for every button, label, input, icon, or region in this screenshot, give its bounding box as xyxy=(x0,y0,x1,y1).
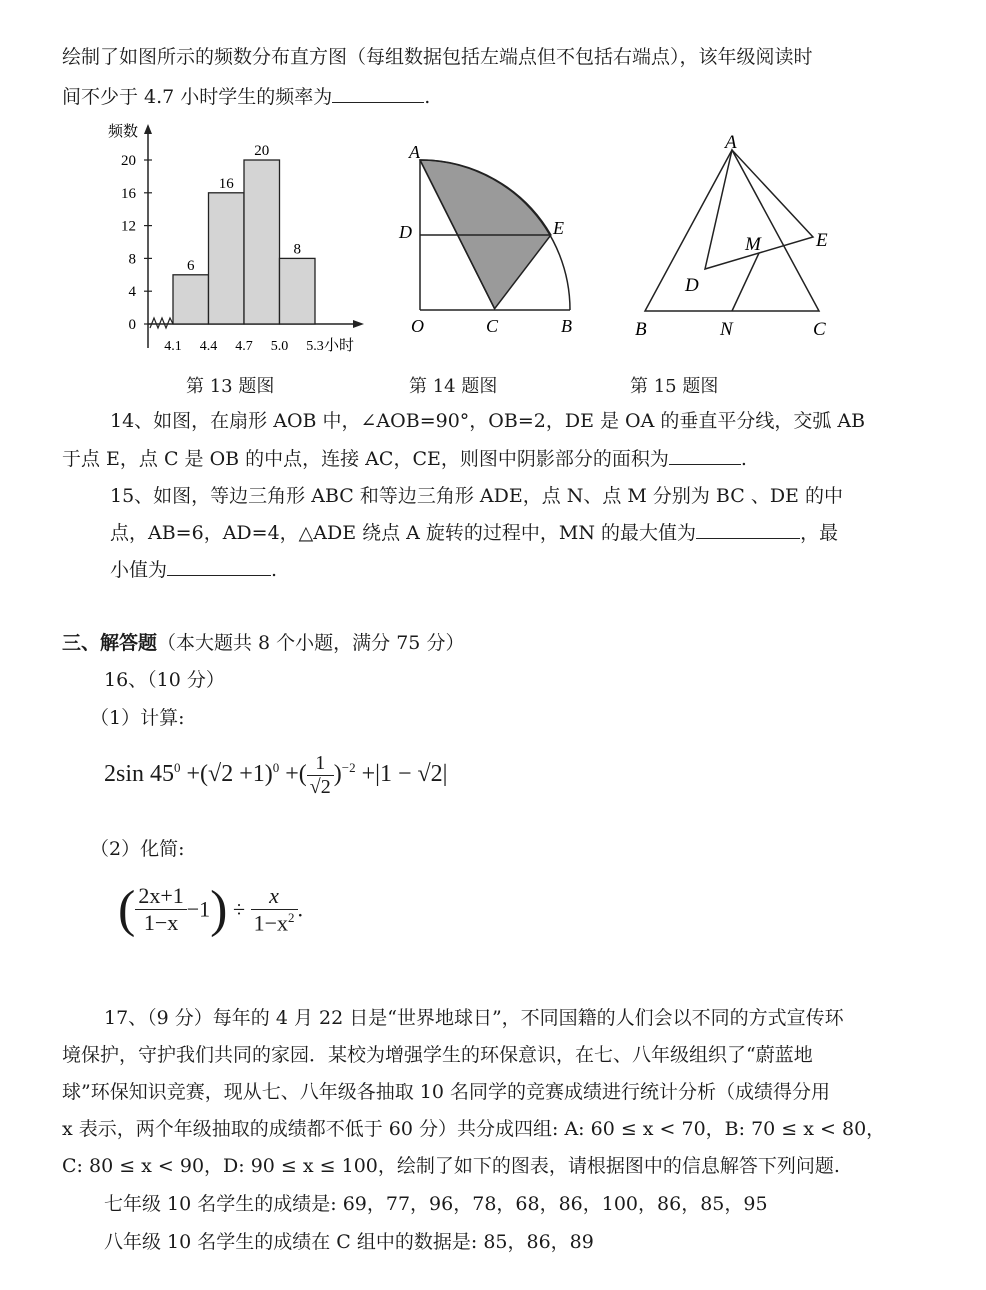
q17-line-6: 七年级 10 名学生的成绩是: 69，77，96，78，68，86，100，86，85，95 xyxy=(104,1193,768,1215)
q14-line-2-end: . xyxy=(740,448,747,470)
formula-2-fraction-1-num: 2x+1 xyxy=(135,883,186,910)
section-3-note: （本大题共 8 个小题，满分 75 分） xyxy=(157,632,465,654)
formula-1-term-a: 2sin 45 xyxy=(104,761,175,788)
label-e: E xyxy=(816,230,828,251)
bar-value-label: 20 xyxy=(254,143,270,159)
formula-2-rparen: ) xyxy=(210,881,228,938)
histogram-figure-13 xyxy=(100,118,375,358)
intro-line-1: 绘制了如图所示的频数分布直方图（每组数据包括左端点但不包括右端点），该年级阅读时 xyxy=(62,46,813,68)
y-tick-label: 20 xyxy=(121,153,136,169)
formula-2-fraction-2-den xyxy=(251,910,298,936)
y-tick-label: 12 xyxy=(121,218,136,235)
formula-1-term-b-sup: 0 xyxy=(272,760,280,776)
formula-2-lparen: ( xyxy=(118,881,136,938)
formula-1-term-c-open: +( xyxy=(285,761,307,788)
label-n: N xyxy=(720,319,733,340)
formula-2-fraction-1 xyxy=(135,883,186,936)
q16-part-1-label: （1）计算: xyxy=(90,707,185,729)
y-tick-label: 16 xyxy=(121,185,136,202)
bar xyxy=(209,193,245,324)
formula-1-fraction-num: 1 xyxy=(307,752,334,776)
label-d: D xyxy=(685,275,699,296)
q15-line-2 xyxy=(110,520,838,546)
q15-line-3-text: 小值为 xyxy=(110,559,168,581)
q15-line-2-text: 点，AB=6，AD=4，△ADE 绕点 A 旋转的过程中，MN 的最大值为 xyxy=(110,522,697,544)
q16-header: 16、（10 分） xyxy=(104,669,225,691)
bar-value-label: 8 xyxy=(293,241,301,258)
formula-2-divide: ÷ xyxy=(233,896,246,922)
formula-1-term-c-close: ) xyxy=(333,761,342,788)
section-3-heading xyxy=(62,630,464,656)
bar-value-label: 16 xyxy=(218,175,234,192)
label-o: O xyxy=(411,316,424,336)
caption-14: 第 14 题图 xyxy=(409,376,498,397)
q17-line-2: 境保护，守护我们共同的家园．某校为增强学生的环保意识，在七、八年级组织了“蔚蓝地 xyxy=(62,1044,813,1066)
intro-line-2-end: . xyxy=(424,86,431,108)
label-m: M xyxy=(745,234,761,255)
q17-line-1: 17、（9 分）每年的 4 月 22 日是“世界地球日”，不同国籍的人们会以不同的方式宣传环 xyxy=(104,1007,844,1029)
q15-line-2-end: ，最 xyxy=(800,522,839,544)
q14-line-2-text: 于点 E，点 C 是 OB 的中点，连接 AC，CE，则图中阴影部分的面积为 xyxy=(62,448,669,470)
formula-1-term-a-sup: 0 xyxy=(174,760,181,776)
caption-13: 第 13 题图 xyxy=(186,376,275,397)
q17-line-3: 球”环保知识竞赛，现从七、八年级各抽取 10 名同学的竞赛成绩进行统计分析（成绩得分用 xyxy=(62,1081,830,1103)
label-e: E xyxy=(553,218,564,238)
label-a: A xyxy=(409,142,420,162)
q14-line-2 xyxy=(62,446,747,472)
label-b: B xyxy=(561,316,572,336)
y-tick-label: 0 xyxy=(128,317,136,333)
x-tick-label: 4.7 xyxy=(235,339,253,354)
label-a: A xyxy=(725,132,737,153)
bar xyxy=(244,160,280,324)
segment-mn xyxy=(732,253,759,311)
bars xyxy=(173,143,315,324)
bar-value-label: 6 xyxy=(187,257,195,274)
x-tick-label: 4.4 xyxy=(199,339,218,354)
formula-1-term-c-sup: −2 xyxy=(341,760,356,776)
formula-2 xyxy=(118,880,303,939)
answer-blank-15-min[interactable] xyxy=(167,557,271,576)
formula-2-fraction-2-den-sup: 2 xyxy=(288,909,295,925)
q17-line-4: x 表示，两个年级抽取的成绩都不低于 60 分）共分成四组: A: 60 ≤ x < 70，B: 70 ≤ x < 80， xyxy=(62,1118,886,1140)
q16-part-2-label: （2）化简: xyxy=(90,838,185,860)
intro-line-2-text: 间不少于 4.7 小时学生的频率为 xyxy=(62,86,333,108)
x-tick-label: 5.3 xyxy=(306,339,324,354)
x-axis-unit: 小时 xyxy=(324,338,355,354)
answer-blank-15-max[interactable] xyxy=(696,520,800,539)
sector-figure-14 xyxy=(395,130,585,340)
formula-1-fraction xyxy=(307,752,334,799)
x-ticks xyxy=(164,339,324,354)
q17-line-5: C: 80 ≤ x < 90，D: 90 ≤ x ≤ 100，绘制了如下的图表，请根据图中的信息解答下列问题. xyxy=(62,1155,840,1177)
q14-line-1: 14、如图，在扇形 AOB 中，∠AOB=90°，OB=2，DE 是 OA 的垂直平分线，交弧 AB xyxy=(110,410,866,432)
formula-2-fraction-2-den-text: 1−x xyxy=(253,910,288,936)
formula-2-fraction-1-den: 1−x xyxy=(143,910,179,935)
bar xyxy=(280,258,316,324)
formula-2-fraction-2-num: x xyxy=(251,883,298,910)
caption-15: 第 15 题图 xyxy=(630,376,719,397)
label-c: C xyxy=(813,319,826,340)
label-d: D xyxy=(399,222,412,242)
triangle-figure-15 xyxy=(625,128,845,343)
axis-break-zigzag xyxy=(150,318,173,328)
formula-2-fraction-2 xyxy=(251,883,298,936)
y-tick-label: 4 xyxy=(128,284,136,301)
label-c: C xyxy=(486,316,499,336)
formula-1-term-d: +|1 − √2| xyxy=(361,761,448,788)
answer-blank-13[interactable] xyxy=(332,84,424,103)
formula-2-end: . xyxy=(297,896,303,922)
x-tick-label: 5.0 xyxy=(270,339,289,354)
x-axis-arrow xyxy=(353,320,364,328)
y-axis-label: 频数 xyxy=(108,124,139,140)
triangle-abc xyxy=(645,150,819,311)
q15-line-3 xyxy=(110,557,277,583)
intro-line-2 xyxy=(62,84,430,110)
y-tick-label: 8 xyxy=(128,251,136,268)
formula-1-term-b: +(√2 +1) xyxy=(186,761,273,788)
q15-line-1: 15、如图，等边三角形 ABC 和等边三角形 ADE，点 N、点 M 分别为 BC 、DE 的中 xyxy=(110,485,843,507)
x-tick-label: 4.1 xyxy=(164,339,182,354)
formula-2-minus-one: −1 xyxy=(186,896,211,922)
y-axis-arrow xyxy=(144,124,152,134)
formula-1 xyxy=(104,752,447,799)
section-3-title: 三、解答题 xyxy=(62,632,158,654)
formula-1-fraction-den: √2 xyxy=(309,776,331,798)
label-b: B xyxy=(635,319,647,340)
q17-line-7: 八年级 10 名学生的成绩在 C 组中的数据是: 85，86，89 xyxy=(104,1231,594,1253)
bar xyxy=(173,275,209,324)
answer-blank-14[interactable] xyxy=(669,446,741,465)
q15-line-3-end: . xyxy=(271,559,278,581)
